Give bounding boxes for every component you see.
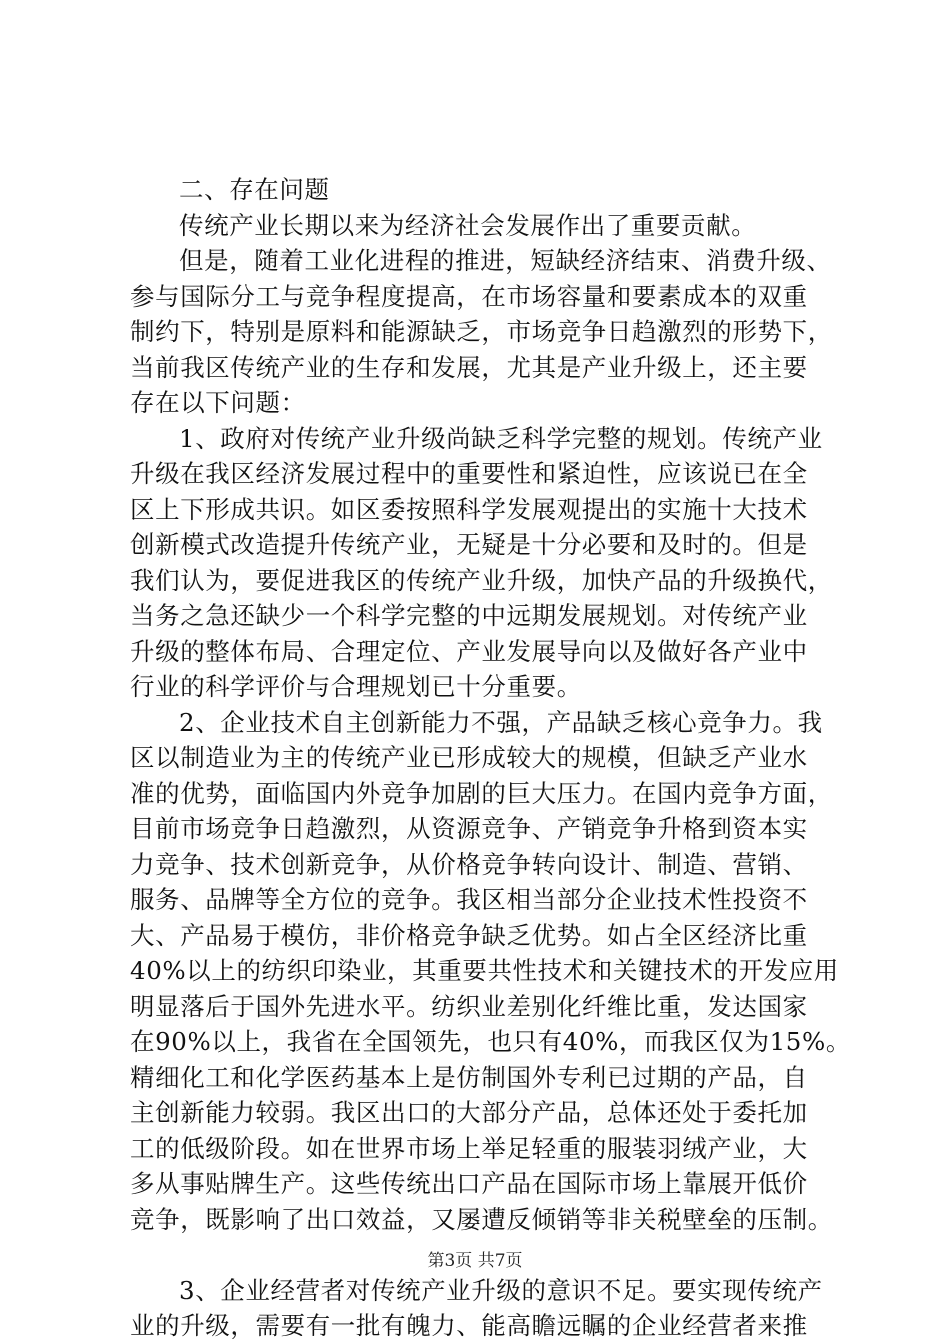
paragraph-line: 竞争，既影响了出口效益，又屡遭反倾销等非关税壁垒的压制。 [130, 1204, 833, 1234]
paragraph-line: 服务、品牌等全方位的竞争。我区相当部分企业技术性投资不 [130, 885, 808, 914]
section-heading: 二、存在问题 [179, 175, 330, 204]
paragraph-line: 目前市场竞争日趋激烈，从资源竞争、产销竞争升格到资本实 [130, 814, 808, 843]
paragraph-line: 但是，随着工业化进程的推进，短缺经济结束、消费升级、 [179, 246, 832, 275]
paragraph-line: 区上下形成共识。如区委按照科学发展观提出的实施十大技术 [130, 494, 808, 524]
paragraph-line: 升级在我区经济发展过程中的重要性和紧迫性，应该说已在全 [130, 459, 808, 488]
paragraph-line: 当务之急还缺少一个科学完整的中远期发展规划。对传统产业 [130, 601, 808, 630]
paragraph-line: 参与国际分工与竞争程度提高，在市场容量和要素成本的双重 [130, 281, 808, 311]
paragraph-line: 40%以上的纺织印染业，其重要共性技术和关键技术的开发应用 [130, 956, 839, 985]
paragraph-line: 3、企业经营者对传统产业升级的意识不足。要实现传统产 [179, 1275, 823, 1305]
paragraph-line: 升级的整体布局、合理定位、产业发展导向以及做好各产业中 [130, 636, 808, 666]
paragraph-line: 创新模式改造提升传统产业，无疑是十分必要和及时的。但是 [130, 530, 808, 559]
paragraph-line: 大、产品易于模仿，非价格竞争缺乏优势。如占全区经济比重 [130, 920, 808, 950]
paragraph-line: 工的低级阶段。如在世界市场上举足轻重的服装羽绒产业，大 [130, 1133, 808, 1163]
document-body [130, 172, 851, 1344]
paragraph-line: 存在以下问题： [130, 388, 306, 417]
page-number-footer: 第3页 共7页 [427, 1251, 523, 1271]
paragraph-line: 在90%以上，我省在全国领先，也只有40%，而我区仅为15%。 [130, 1027, 851, 1056]
paragraph-line: 传统产业长期以来为经济社会发展作出了重要贡献。 [179, 210, 757, 240]
paragraph-line: 主创新能力较弱。我区出口的大部分产品，总体还处于委托加 [130, 1098, 808, 1127]
paragraph-line: 准的优势，面临国内外竞争加剧的巨大压力。在国内竞争方面， [130, 778, 833, 808]
paragraph-line: 多从事贴牌生产。这些传统出口产品在国际市场上靠展开低价 [130, 1169, 808, 1198]
paragraph-line: 我们认为，要促进我区的传统产业升级，加快产品的升级换代， [130, 565, 833, 595]
paragraph-line: 精细化工和化学医药基本上是仿制国外专利已过期的产品，自 [130, 1062, 808, 1092]
paragraph-line: 2、企业技术自主创新能力不强，产品缺乏核心竞争力。我 [179, 707, 823, 737]
paragraph-line: 1、政府对传统产业升级尚缺乏科学完整的规划。传统产业 [179, 423, 823, 453]
paragraph-line: 业的升级，需要有一批有魄力、能高瞻远瞩的企业经营者来推 [130, 1311, 808, 1340]
paragraph-line: 制约下，特别是原料和能源缺乏，市场竞争日趋激烈的形势下， [130, 317, 833, 346]
paragraph-line: 当前我区传统产业的生存和发展，尤其是产业升级上，还主要 [130, 352, 808, 382]
paragraph-line: 明显落后于国外先进水平。纺织业差别化纤维比重，发达国家 [130, 991, 808, 1021]
paragraph-line: 区以制造业为主的传统产业已形成较大的规模，但缺乏产业水 [130, 743, 808, 772]
paragraph-line: 行业的科学评价与合理规划已十分重要。 [130, 672, 582, 701]
paragraph-line: 力竞争、技术创新竞争，从价格竞争转向设计、制造、营销、 [130, 849, 808, 879]
